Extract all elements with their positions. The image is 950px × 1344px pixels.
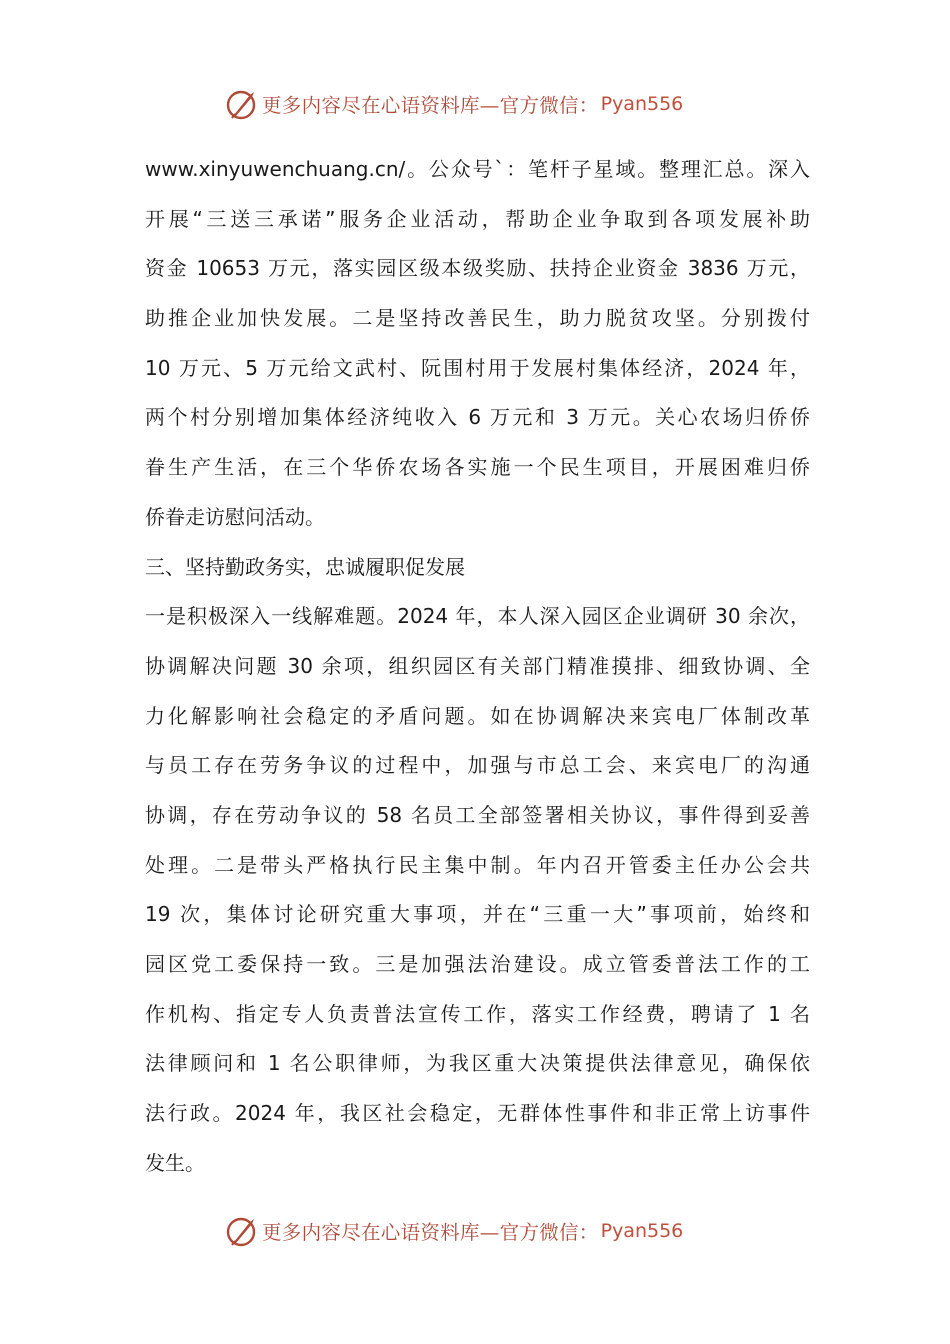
text-line: www.xinyuwenchuang.cn/。公众号`：笔杆子星域。整理汇总。深入 <box>145 157 810 181</box>
text-line: 眷生产生活，在三个华侨农场各实施一个民生项目，开展困难归侨 <box>145 455 810 480</box>
quill-pen-logo-icon <box>226 1214 260 1248</box>
text-line: 开展“三送三承诺”服务企业活动，帮助企业争取到各项发展补助 <box>145 206 810 231</box>
text-line: 一是积极深入一线解难题。2024 年，本人深入园区企业调研 30 余次， <box>145 604 810 629</box>
header-watermark <box>226 84 683 124</box>
text-line: 两个村分别增加集体经济纯收入 6 万元和 3 万元。关心农场归侨侨 <box>145 405 810 430</box>
text-line: 协调解决问题 30 余项，组织园区有关部门精准摸排、细致协调、全 <box>145 653 810 678</box>
text-line: 法律顾问和 1 名公职律师，为我区重大决策提供法律意见，确保依 <box>145 1051 810 1076</box>
watermark-text: 更多内容尽在心语资料库—官方微信： <box>262 1221 599 1244</box>
text-line: 与员工存在劳务争议的过程中，加强与市总工会、来宾电厂的沟通 <box>145 753 810 778</box>
watermark-wechat-id: Pyan556 <box>600 1220 684 1242</box>
text-line: 协调，存在劳动争议的 58 名员工全部签署相关协议，事件得到妥善 <box>145 802 810 827</box>
watermark-wechat-id: Pyan556 <box>600 93 684 115</box>
text-line: 19 次，集体讨论研究重大事项，并在“三重一大”事项前，始终和 <box>145 902 810 927</box>
text-line: 处理。二是带头严格执行民主集中制。年内召开管委主任办公会共 <box>145 852 810 877</box>
text-line: 园区党工委保持一致。三是加强法治建设。成立管委普法工作的工 <box>145 952 810 976</box>
document-body <box>145 145 810 1188</box>
text-line: 侨眷走访慰问活动。 <box>145 504 325 529</box>
text-line: 作机构、指定专人负责普法宣传工作，落实工作经费，聘请了 1 名 <box>145 1001 810 1026</box>
section-heading: 三、坚持勤政务实，忠诚履职促发展 <box>145 554 465 579</box>
footer-watermark <box>226 1211 683 1251</box>
quill-pen-logo-icon <box>226 87 260 121</box>
watermark-text: 更多内容尽在心语资料库—官方微信： <box>262 94 599 117</box>
text-line: 发生。 <box>145 1150 205 1175</box>
text-line: 力化解影响社会稳定的矛盾问题。如在协调解决来宾电厂体制改革 <box>145 703 810 728</box>
text-line: 法行政。2024 年，我区社会稳定，无群体性事件和非正常上访事件 <box>145 1101 810 1126</box>
text-line: 资金 10653 万元，落实园区级本级奖励、扶持企业资金 3836 万元， <box>145 256 810 281</box>
text-line: 10 万元、5 万元给文武村、阮围村用于发展村集体经济，2024 年， <box>145 355 810 380</box>
text-line: 助推企业加快发展。二是坚持改善民生，助力脱贫攻坚。分别拨付 <box>145 306 810 331</box>
